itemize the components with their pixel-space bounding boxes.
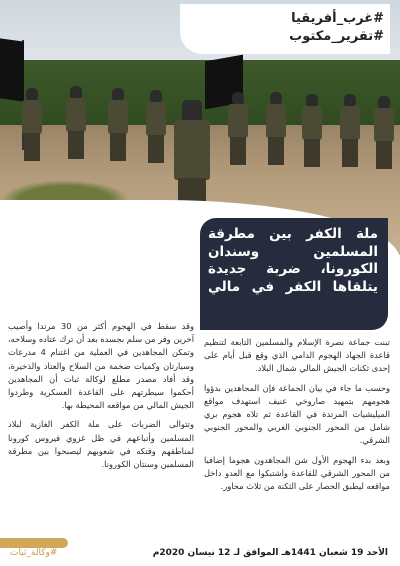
accent-bar (0, 538, 68, 548)
article-title: ملة الكفر بين مطرقة المسلمين وسندان الكورونا، ضربة جديدة يتلقاها الكفر في مالي (208, 226, 378, 295)
article-column-right (204, 336, 390, 499)
hashtag-report[interactable]: #تقرير_مكتوب (289, 29, 384, 44)
article-column-left (8, 320, 194, 477)
publish-date: الأحد 19 شعبان 1441هـ الموافق لـ 12 نيسان 2020م (152, 548, 388, 558)
article-paragraph: وحسب ما جاء في بيان الجماعة فإن المجاهدين بدؤوا هجومهم بتمهيد صاروخي عنيف استهدف مواقع الميليشيات المرتدة في القاعدة ثم تلاه هجوم بري شامل من المحور الجنوبي الغربي والمحور الجنوبي الشرقي. (204, 382, 390, 446)
article-paragraph: وبعد بدء الهجوم الأول شن المجاهدون هجوما إضافيا من المحور الشرقي للقاعدة واشتبكوا مع العدو داخل مواقعه ليطبق الحصار على الثكنة من ثلاث محاور. (204, 454, 390, 492)
fighter-figure (146, 90, 166, 165)
article-paragraph: وقد سقط في الهجوم أكثر من 30 مرتدا وأصيب آخرين وفر من سلم بجسده بعد أن ترك عتاده وسلاحه، وتمكن المجاهدين في العملية من اغتنام 4 مدرعات وسيارتان وكميات ضخمة من السلاح والعتاد والذخيرة، وقد أفاد مصدر مطلع لوكالة ثبات أن المجاهدين أحكموا سيطرتهم على القاعدة العسكرية وطردوا الجيش المالي من مواقعه المحيطة بها. (8, 321, 194, 411)
fighter-figure (22, 88, 42, 163)
fighter-figure (374, 96, 394, 171)
fighter-figure (108, 88, 128, 163)
fighter-figure (228, 92, 248, 167)
hashtag-region[interactable]: #غرب_أفريقيا (291, 11, 384, 26)
hashtag-banner (180, 4, 390, 54)
black-flag-icon (0, 38, 24, 101)
agency-hashtag[interactable]: #وكالة_ثبات (10, 548, 58, 558)
fighter-figure (66, 86, 86, 161)
fighter-figure (266, 92, 286, 167)
fighter-figure (340, 94, 360, 169)
article-paragraph: تبنت جماعة نصرة الإسلام والمسلمين التابعة لتنظيم قاعدة الجهاد الهجوم الدامي الذي وقع قبل أيام على إحدى ثكنات الجيش المالي شمال البلاد. (204, 337, 390, 374)
article-paragraph: وتتوالى الضربات على ملة الكفر الغازية لبلاد المسلمين وأتباعهم في ظل غزوي فيروس كورونا لمناطقهم وفتكه في شعوبهم ليصبحوا بين مطرقة المسلمين وسنتان الكورونا. (8, 419, 194, 470)
fighter-figure (302, 94, 322, 169)
footer (0, 544, 400, 566)
title-box (200, 218, 388, 330)
